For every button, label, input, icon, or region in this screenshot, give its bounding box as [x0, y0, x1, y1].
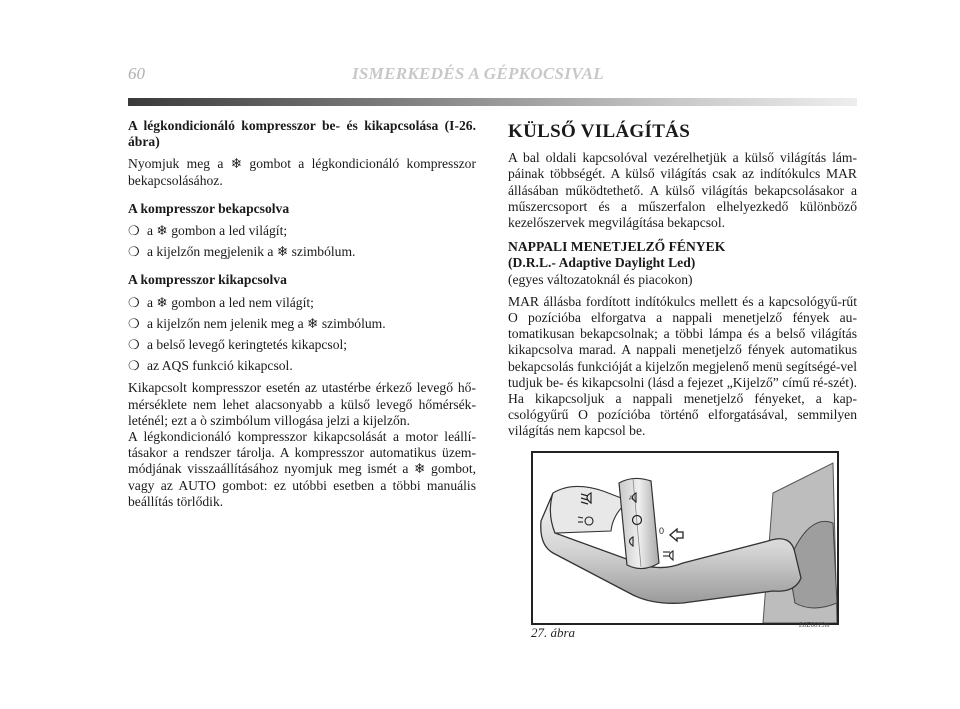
compressor-off-list [128, 295, 476, 375]
bullet-icon: ❍ [128, 244, 140, 260]
header-rule [128, 98, 857, 106]
bullet-icon: ❍ [128, 337, 140, 353]
compressor-intro: Nyomjuk meg a ❄ gombot a légkondicionáló kompresszor bekapcsolásához. [128, 156, 476, 188]
bullet-icon: ❍ [128, 315, 140, 331]
drl-heading: NAPPALI MENETJELZŐ FÉNYEK [508, 239, 726, 255]
turn-signal-icon [670, 529, 683, 541]
compressor-off-heading: A kompresszor kikapcsolva [128, 272, 287, 288]
bullet-icon: ❍ [128, 358, 140, 374]
compressor-para-1: Kikapcsolt kompresszor esetén az utastérbe érkező levegő hő-mérséklete nem lehet alacsonyabb a külső levegő hőmérsék-leténél; ezt a ò szimbólum villogása jelzi a kijelzőn. [128, 380, 476, 428]
drl-text: MAR állásba fordított indítókulcs mellett és a kapcsológyű-rűt O pozícióba elforgatva a nappali menetjelző fények au-tomatikusan bekapcsolnak; a többi lámpa és a belső világítás kikapcsolva marad. A nappali menetjelző fények automatikus bekapcsolás funkcióját a kijelzőn megjelenő menü segítségé-vel tudjuk be- és kikapcsolni (lásd a fejezet „Kijelző” című ré-szét). Ha kikapcsoljuk a nappali menetjelző fényeket, a kap-csológyűrű O pozícióba történő elforgatásával, semmilyen világítás nem kapcsol be. [508, 293, 857, 439]
bullet-icon: ❍ [128, 223, 140, 239]
section-title: KÜLSŐ VILÁGÍTÁS [508, 121, 691, 142]
lighting-intro: A bal oldali kapcsolóval vezérelhetjük a külső világítás lám-páinak többségét. A külső világítás csak az indítókulcs MAR állásában működtethető. A külső világítás bekapcsolásakor a műszercsoport és a műszerfalon elhelyezkedő különböző kezelőszervek megvilágítása bekapcsol. [508, 150, 857, 231]
compressor-heading: A légkondicionáló kompresszor be- és kikapcsolása (I-26. ábra) [128, 118, 476, 150]
right-column [508, 118, 857, 446]
list-item: ❍ a belső levegő keringtetés kikapcsol; [128, 337, 348, 353]
compressor-on-list [128, 223, 476, 260]
drl-subheading: (D.R.L.- Adaptive Daylight Led) [508, 255, 696, 271]
compressor-on-heading: A kompresszor bekapcsolva [128, 200, 290, 216]
list-item: ❍ a kijelzőn nem jelenik meg a ❄ szimbólum. [128, 315, 386, 331]
bullet-icon: ❍ [128, 294, 140, 310]
compressor-para-2: A légkondicionáló kompresszor kikapcsolását a motor leállí-tásakor a rendszer tárolja. A kompresszor automatikus üzem-módjának visszaállításához nyomjuk meg ismét a ❄ gombot, vagy az AUTO gombot: ez utóbbi esetben a többi manuális beállítás törlődik. [128, 429, 476, 509]
light-stalk-figure [531, 451, 839, 625]
figure-caption: 27. ábra [531, 625, 576, 640]
figure-code: L0E0019m [799, 621, 830, 629]
drl-note: (egyes változatoknál és piacokon) [508, 271, 693, 287]
list-item: ❍ a kijelzőn megjelenik a ❄ szimbólum. [128, 244, 356, 260]
svg-text:0: 0 [659, 526, 665, 536]
high-beam-icon [663, 551, 673, 560]
list-item: ❍ a ❄ gombon a led világít; [128, 223, 288, 239]
list-item: ❍ az AQS funkció kikapcsol. [128, 358, 293, 374]
light-stalk-illustration [533, 453, 837, 623]
list-item: ❍ a ❄ gombon a led nem világít; [128, 294, 314, 310]
page-number: 60 [128, 64, 145, 83]
left-column [128, 118, 476, 516]
svg-text:A: A [629, 496, 634, 502]
running-title: ISMERKEDÉS A GÉPKOCSIVAL [352, 64, 604, 83]
